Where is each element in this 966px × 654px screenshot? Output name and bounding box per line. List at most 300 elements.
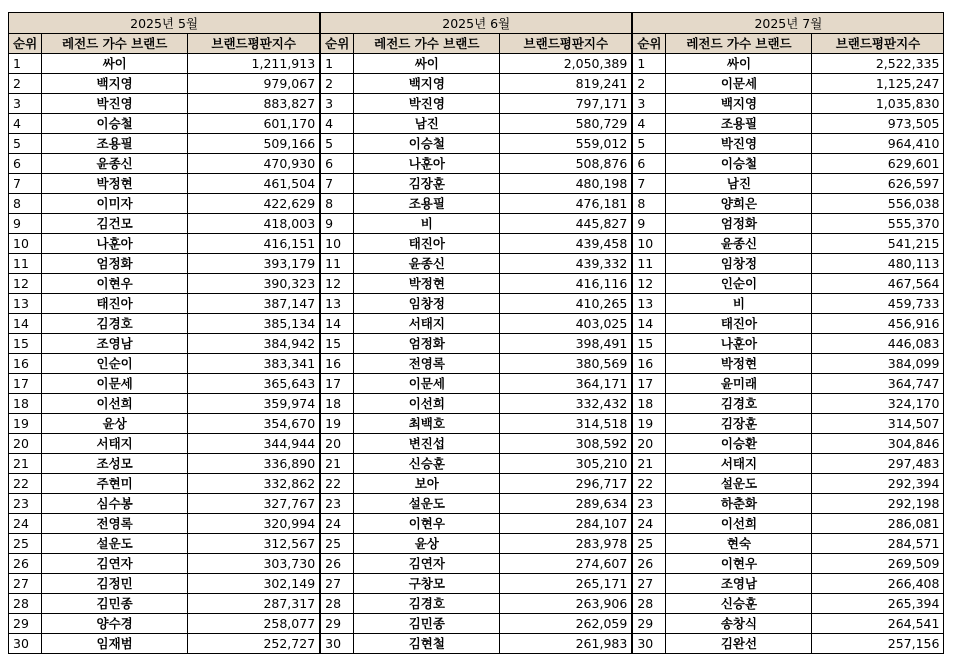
singer-name: 주현미 — [42, 474, 188, 494]
table-row — [9, 614, 320, 634]
brand-index-value: 508,876 — [500, 154, 632, 174]
brand-index-value: 261,983 — [500, 634, 632, 654]
table-row — [321, 594, 632, 614]
table-row — [633, 114, 944, 134]
table-row — [321, 314, 632, 334]
brand-index-value: 446,083 — [812, 334, 944, 354]
column-header-index: 브랜드평판지수 — [188, 34, 320, 54]
rank-cell: 27 — [9, 574, 42, 594]
rank-cell: 1 — [321, 54, 354, 74]
singer-name: 윤종신 — [666, 234, 812, 254]
brand-index-value: 365,643 — [188, 374, 320, 394]
rank-cell: 4 — [9, 114, 42, 134]
brand-index-value: 384,099 — [812, 354, 944, 374]
table-row — [9, 414, 320, 434]
table-row — [321, 414, 632, 434]
rank-cell: 24 — [9, 514, 42, 534]
table-row — [9, 634, 320, 654]
singer-name: 이승철 — [666, 154, 812, 174]
table-row — [9, 214, 320, 234]
brand-index-value: 303,730 — [188, 554, 320, 574]
brand-index-value: 476,181 — [500, 194, 632, 214]
rank-cell: 8 — [9, 194, 42, 214]
brand-index-value: 416,151 — [188, 234, 320, 254]
rank-cell: 7 — [321, 174, 354, 194]
singer-name: 백지영 — [666, 94, 812, 114]
table-row — [9, 94, 320, 114]
brand-index-value: 509,166 — [188, 134, 320, 154]
brand-index-value: 403,025 — [500, 314, 632, 334]
brand-index-value: 390,323 — [188, 274, 320, 294]
brand-index-value: 292,198 — [812, 494, 944, 514]
singer-name: 박진영 — [354, 94, 500, 114]
brand-index-value: 308,592 — [500, 434, 632, 454]
table-row — [321, 534, 632, 554]
rank-cell: 15 — [321, 334, 354, 354]
singer-name: 김장훈 — [666, 414, 812, 434]
month-title: 2025년 7월 — [633, 13, 944, 34]
brand-index-value: 265,394 — [812, 594, 944, 614]
brand-index-value: 274,607 — [500, 554, 632, 574]
singer-name: 나훈아 — [42, 234, 188, 254]
table-row — [633, 134, 944, 154]
rank-cell: 13 — [321, 294, 354, 314]
rank-cell: 2 — [9, 74, 42, 94]
column-header-brand: 레전드 가수 브랜드 — [42, 34, 188, 54]
rank-cell: 2 — [321, 74, 354, 94]
table-row — [633, 294, 944, 314]
brand-index-value: 320,994 — [188, 514, 320, 534]
ranking-tables — [8, 12, 944, 654]
singer-name: 최백호 — [354, 414, 500, 434]
brand-index-value: 797,171 — [500, 94, 632, 114]
rank-cell: 30 — [9, 634, 42, 654]
singer-name: 박진영 — [42, 94, 188, 114]
table-row — [633, 474, 944, 494]
singer-name: 신승훈 — [354, 454, 500, 474]
singer-name: 신승훈 — [666, 594, 812, 614]
table-row — [321, 574, 632, 594]
singer-name: 태진아 — [354, 234, 500, 254]
singer-name: 김완선 — [666, 634, 812, 654]
table-row — [9, 294, 320, 314]
singer-name: 이문세 — [666, 74, 812, 94]
table-row — [9, 434, 320, 454]
table-row — [633, 154, 944, 174]
table-row — [321, 334, 632, 354]
rank-cell: 6 — [321, 154, 354, 174]
singer-name: 싸이 — [666, 54, 812, 74]
table-row — [321, 94, 632, 114]
rank-cell: 11 — [9, 254, 42, 274]
rank-cell: 15 — [9, 334, 42, 354]
rank-cell: 18 — [9, 394, 42, 414]
table-row — [633, 494, 944, 514]
brand-index-value: 629,601 — [812, 154, 944, 174]
table-row — [633, 354, 944, 374]
rank-cell: 17 — [633, 374, 666, 394]
table-row — [9, 514, 320, 534]
singer-name: 비 — [354, 214, 500, 234]
table-row — [321, 114, 632, 134]
rank-cell: 4 — [633, 114, 666, 134]
rank-cell: 5 — [633, 134, 666, 154]
singer-name: 이현우 — [666, 554, 812, 574]
singer-name: 엄정화 — [354, 334, 500, 354]
rank-cell: 20 — [321, 434, 354, 454]
column-header-brand: 레전드 가수 브랜드 — [666, 34, 812, 54]
singer-name: 조용필 — [354, 194, 500, 214]
singer-name: 설운도 — [42, 534, 188, 554]
rank-cell: 14 — [633, 314, 666, 334]
singer-name: 보아 — [354, 474, 500, 494]
brand-index-value: 252,727 — [188, 634, 320, 654]
table-row — [633, 334, 944, 354]
singer-name: 임창정 — [666, 254, 812, 274]
singer-name: 설운도 — [354, 494, 500, 514]
table-row — [633, 414, 944, 434]
rank-cell: 12 — [633, 274, 666, 294]
singer-name: 서태지 — [354, 314, 500, 334]
rank-cell: 7 — [9, 174, 42, 194]
rank-cell: 22 — [9, 474, 42, 494]
table-row — [321, 434, 632, 454]
singer-name: 양수경 — [42, 614, 188, 634]
month-table-1 — [8, 12, 320, 654]
brand-index-value: 364,747 — [812, 374, 944, 394]
brand-index-value: 459,733 — [812, 294, 944, 314]
brand-index-value: 480,113 — [812, 254, 944, 274]
brand-index-value: 601,170 — [188, 114, 320, 134]
rank-cell: 21 — [633, 454, 666, 474]
rank-cell: 11 — [633, 254, 666, 274]
table-row — [9, 374, 320, 394]
brand-index-value: 470,930 — [188, 154, 320, 174]
brand-index-value: 559,012 — [500, 134, 632, 154]
brand-index-value: 445,827 — [500, 214, 632, 234]
brand-index-value: 289,634 — [500, 494, 632, 514]
singer-name: 현숙 — [666, 534, 812, 554]
rank-cell: 22 — [321, 474, 354, 494]
singer-name: 김민종 — [42, 594, 188, 614]
table-row — [321, 214, 632, 234]
brand-index-value: 296,717 — [500, 474, 632, 494]
rank-cell: 20 — [9, 434, 42, 454]
table-row — [9, 114, 320, 134]
singer-name: 김경호 — [666, 394, 812, 414]
table-row — [321, 74, 632, 94]
singer-name: 인순이 — [666, 274, 812, 294]
brand-index-value: 387,147 — [188, 294, 320, 314]
brand-index-value: 979,067 — [188, 74, 320, 94]
singer-name: 윤미래 — [666, 374, 812, 394]
brand-index-value: 269,509 — [812, 554, 944, 574]
brand-index-value: 265,171 — [500, 574, 632, 594]
rank-cell: 7 — [633, 174, 666, 194]
rank-cell: 28 — [9, 594, 42, 614]
brand-index-value: 467,564 — [812, 274, 944, 294]
singer-name: 이선희 — [354, 394, 500, 414]
table-row — [321, 54, 632, 74]
rank-cell: 23 — [321, 494, 354, 514]
table-row — [9, 534, 320, 554]
month-table-3 — [632, 12, 944, 654]
brand-index-value: 380,569 — [500, 354, 632, 374]
brand-index-value: 257,156 — [812, 634, 944, 654]
rank-cell: 30 — [633, 634, 666, 654]
singer-name: 송창식 — [666, 614, 812, 634]
table-row — [321, 234, 632, 254]
table-row — [9, 594, 320, 614]
table-row — [9, 74, 320, 94]
singer-name: 김연자 — [42, 554, 188, 574]
singer-name: 이선희 — [42, 394, 188, 414]
table-row — [9, 474, 320, 494]
singer-name: 전영록 — [42, 514, 188, 534]
table-row — [633, 614, 944, 634]
table-row — [321, 454, 632, 474]
table-row — [321, 354, 632, 374]
rank-cell: 29 — [321, 614, 354, 634]
brand-index-value: 314,507 — [812, 414, 944, 434]
brand-index-value: 258,077 — [188, 614, 320, 634]
brand-index-value: 439,458 — [500, 234, 632, 254]
brand-index-value: 283,978 — [500, 534, 632, 554]
singer-name: 이현우 — [354, 514, 500, 534]
rank-cell: 17 — [321, 374, 354, 394]
brand-index-value: 324,170 — [812, 394, 944, 414]
brand-index-value: 480,198 — [500, 174, 632, 194]
singer-name: 윤상 — [354, 534, 500, 554]
rank-cell: 6 — [9, 154, 42, 174]
singer-name: 남진 — [666, 174, 812, 194]
table-row — [9, 154, 320, 174]
brand-index-value: 262,059 — [500, 614, 632, 634]
singer-name: 나훈아 — [666, 334, 812, 354]
brand-index-value: 284,571 — [812, 534, 944, 554]
column-header-index: 브랜드평판지수 — [812, 34, 944, 54]
month-table-2 — [320, 12, 632, 654]
rank-cell: 19 — [9, 414, 42, 434]
brand-index-value: 819,241 — [500, 74, 632, 94]
singer-name: 윤종신 — [42, 154, 188, 174]
singer-name: 변진섭 — [354, 434, 500, 454]
rank-cell: 10 — [9, 234, 42, 254]
column-header-brand: 레전드 가수 브랜드 — [354, 34, 500, 54]
table-row — [9, 454, 320, 474]
rank-cell: 12 — [321, 274, 354, 294]
brand-index-value: 305,210 — [500, 454, 632, 474]
brand-index-value: 304,846 — [812, 434, 944, 454]
rank-cell: 15 — [633, 334, 666, 354]
table-row — [633, 254, 944, 274]
brand-index-value: 364,171 — [500, 374, 632, 394]
rank-cell: 16 — [633, 354, 666, 374]
brand-index-value: 541,215 — [812, 234, 944, 254]
table-row — [321, 274, 632, 294]
rank-cell: 16 — [9, 354, 42, 374]
rank-cell: 8 — [633, 194, 666, 214]
brand-index-value: 302,149 — [188, 574, 320, 594]
rank-cell: 21 — [321, 454, 354, 474]
table-row — [633, 634, 944, 654]
rank-cell: 3 — [321, 94, 354, 114]
brand-index-value: 2,050,389 — [500, 54, 632, 74]
table-row — [633, 454, 944, 474]
singer-name: 김경호 — [42, 314, 188, 334]
brand-index-value: 384,942 — [188, 334, 320, 354]
brand-index-value: 297,483 — [812, 454, 944, 474]
singer-name: 조영남 — [666, 574, 812, 594]
singer-name: 이현우 — [42, 274, 188, 294]
rank-cell: 22 — [633, 474, 666, 494]
singer-name: 비 — [666, 294, 812, 314]
table-row — [633, 54, 944, 74]
brand-index-value: 973,505 — [812, 114, 944, 134]
singer-name: 남진 — [354, 114, 500, 134]
rank-cell: 12 — [9, 274, 42, 294]
rank-cell: 26 — [321, 554, 354, 574]
brand-index-value: 626,597 — [812, 174, 944, 194]
brand-index-value: 336,890 — [188, 454, 320, 474]
rank-cell: 29 — [9, 614, 42, 634]
table-row — [633, 574, 944, 594]
rank-cell: 24 — [321, 514, 354, 534]
brand-index-value: 422,629 — [188, 194, 320, 214]
singer-name: 박정현 — [42, 174, 188, 194]
rank-cell: 19 — [633, 414, 666, 434]
singer-name: 설운도 — [666, 474, 812, 494]
rank-cell: 30 — [321, 634, 354, 654]
rank-cell: 20 — [633, 434, 666, 454]
table-row — [633, 434, 944, 454]
rank-cell: 8 — [321, 194, 354, 214]
table-row — [9, 54, 320, 74]
table-row — [633, 554, 944, 574]
singer-name: 김민종 — [354, 614, 500, 634]
rank-cell: 6 — [633, 154, 666, 174]
brand-index-value: 344,944 — [188, 434, 320, 454]
table-row — [321, 134, 632, 154]
brand-index-value: 1,211,913 — [188, 54, 320, 74]
table-row — [633, 174, 944, 194]
brand-index-value: 1,035,830 — [812, 94, 944, 114]
rank-cell: 26 — [9, 554, 42, 574]
rank-cell: 13 — [9, 294, 42, 314]
table-row — [321, 394, 632, 414]
brand-index-value: 292,394 — [812, 474, 944, 494]
table-row — [633, 274, 944, 294]
table-row — [9, 574, 320, 594]
brand-index-value: 312,567 — [188, 534, 320, 554]
singer-name: 조용필 — [42, 134, 188, 154]
table-row — [321, 494, 632, 514]
singer-name: 김연자 — [354, 554, 500, 574]
singer-name: 구창모 — [354, 574, 500, 594]
rank-cell: 18 — [321, 394, 354, 414]
rank-cell: 9 — [321, 214, 354, 234]
singer-name: 김경호 — [354, 594, 500, 614]
rank-cell: 11 — [321, 254, 354, 274]
brand-index-value: 287,317 — [188, 594, 320, 614]
table-row — [9, 134, 320, 154]
rank-cell: 16 — [321, 354, 354, 374]
rank-cell: 27 — [321, 574, 354, 594]
table-row — [633, 514, 944, 534]
singer-name: 김장훈 — [354, 174, 500, 194]
singer-name: 윤종신 — [354, 254, 500, 274]
singer-name: 이문세 — [42, 374, 188, 394]
brand-index-value: 461,504 — [188, 174, 320, 194]
brand-index-value: 359,974 — [188, 394, 320, 414]
table-row — [321, 154, 632, 174]
brand-index-value: 393,179 — [188, 254, 320, 274]
rank-cell: 4 — [321, 114, 354, 134]
month-title: 2025년 6월 — [321, 13, 632, 34]
rank-cell: 1 — [9, 54, 42, 74]
singer-name: 조영남 — [42, 334, 188, 354]
table-row — [633, 374, 944, 394]
brand-index-value: 410,265 — [500, 294, 632, 314]
rank-cell: 14 — [321, 314, 354, 334]
singer-name: 태진아 — [666, 314, 812, 334]
singer-name: 서태지 — [42, 434, 188, 454]
table-row — [633, 534, 944, 554]
singer-name: 하춘화 — [666, 494, 812, 514]
brand-index-value: 555,370 — [812, 214, 944, 234]
table-row — [321, 374, 632, 394]
table-row — [633, 94, 944, 114]
singer-name: 임재범 — [42, 634, 188, 654]
singer-name: 이문세 — [354, 374, 500, 394]
singer-name: 박정현 — [666, 354, 812, 374]
singer-name: 윤상 — [42, 414, 188, 434]
singer-name: 전영록 — [354, 354, 500, 374]
rank-cell: 1 — [633, 54, 666, 74]
table-row — [321, 614, 632, 634]
rank-cell: 25 — [9, 534, 42, 554]
rank-cell: 9 — [9, 214, 42, 234]
brand-index-value: 327,767 — [188, 494, 320, 514]
brand-index-value: 332,432 — [500, 394, 632, 414]
singer-name: 이미자 — [42, 194, 188, 214]
month-title: 2025년 5월 — [9, 13, 320, 34]
brand-index-value: 286,081 — [812, 514, 944, 534]
brand-index-value: 263,906 — [500, 594, 632, 614]
brand-index-value: 883,827 — [188, 94, 320, 114]
table-row — [633, 74, 944, 94]
singer-name: 인순이 — [42, 354, 188, 374]
table-row — [633, 314, 944, 334]
rank-cell: 3 — [633, 94, 666, 114]
table-row — [9, 394, 320, 414]
brand-index-value: 314,518 — [500, 414, 632, 434]
table-row — [9, 354, 320, 374]
table-row — [321, 294, 632, 314]
brand-index-value: 1,125,247 — [812, 74, 944, 94]
rank-cell: 10 — [321, 234, 354, 254]
brand-index-value: 264,541 — [812, 614, 944, 634]
singer-name: 이승철 — [42, 114, 188, 134]
brand-index-value: 439,332 — [500, 254, 632, 274]
singer-name: 이승철 — [354, 134, 500, 154]
singer-name: 백지영 — [354, 74, 500, 94]
rank-cell: 18 — [633, 394, 666, 414]
column-header-index: 브랜드평판지수 — [500, 34, 632, 54]
singer-name: 백지영 — [42, 74, 188, 94]
rank-cell: 23 — [9, 494, 42, 514]
rank-cell: 5 — [9, 134, 42, 154]
